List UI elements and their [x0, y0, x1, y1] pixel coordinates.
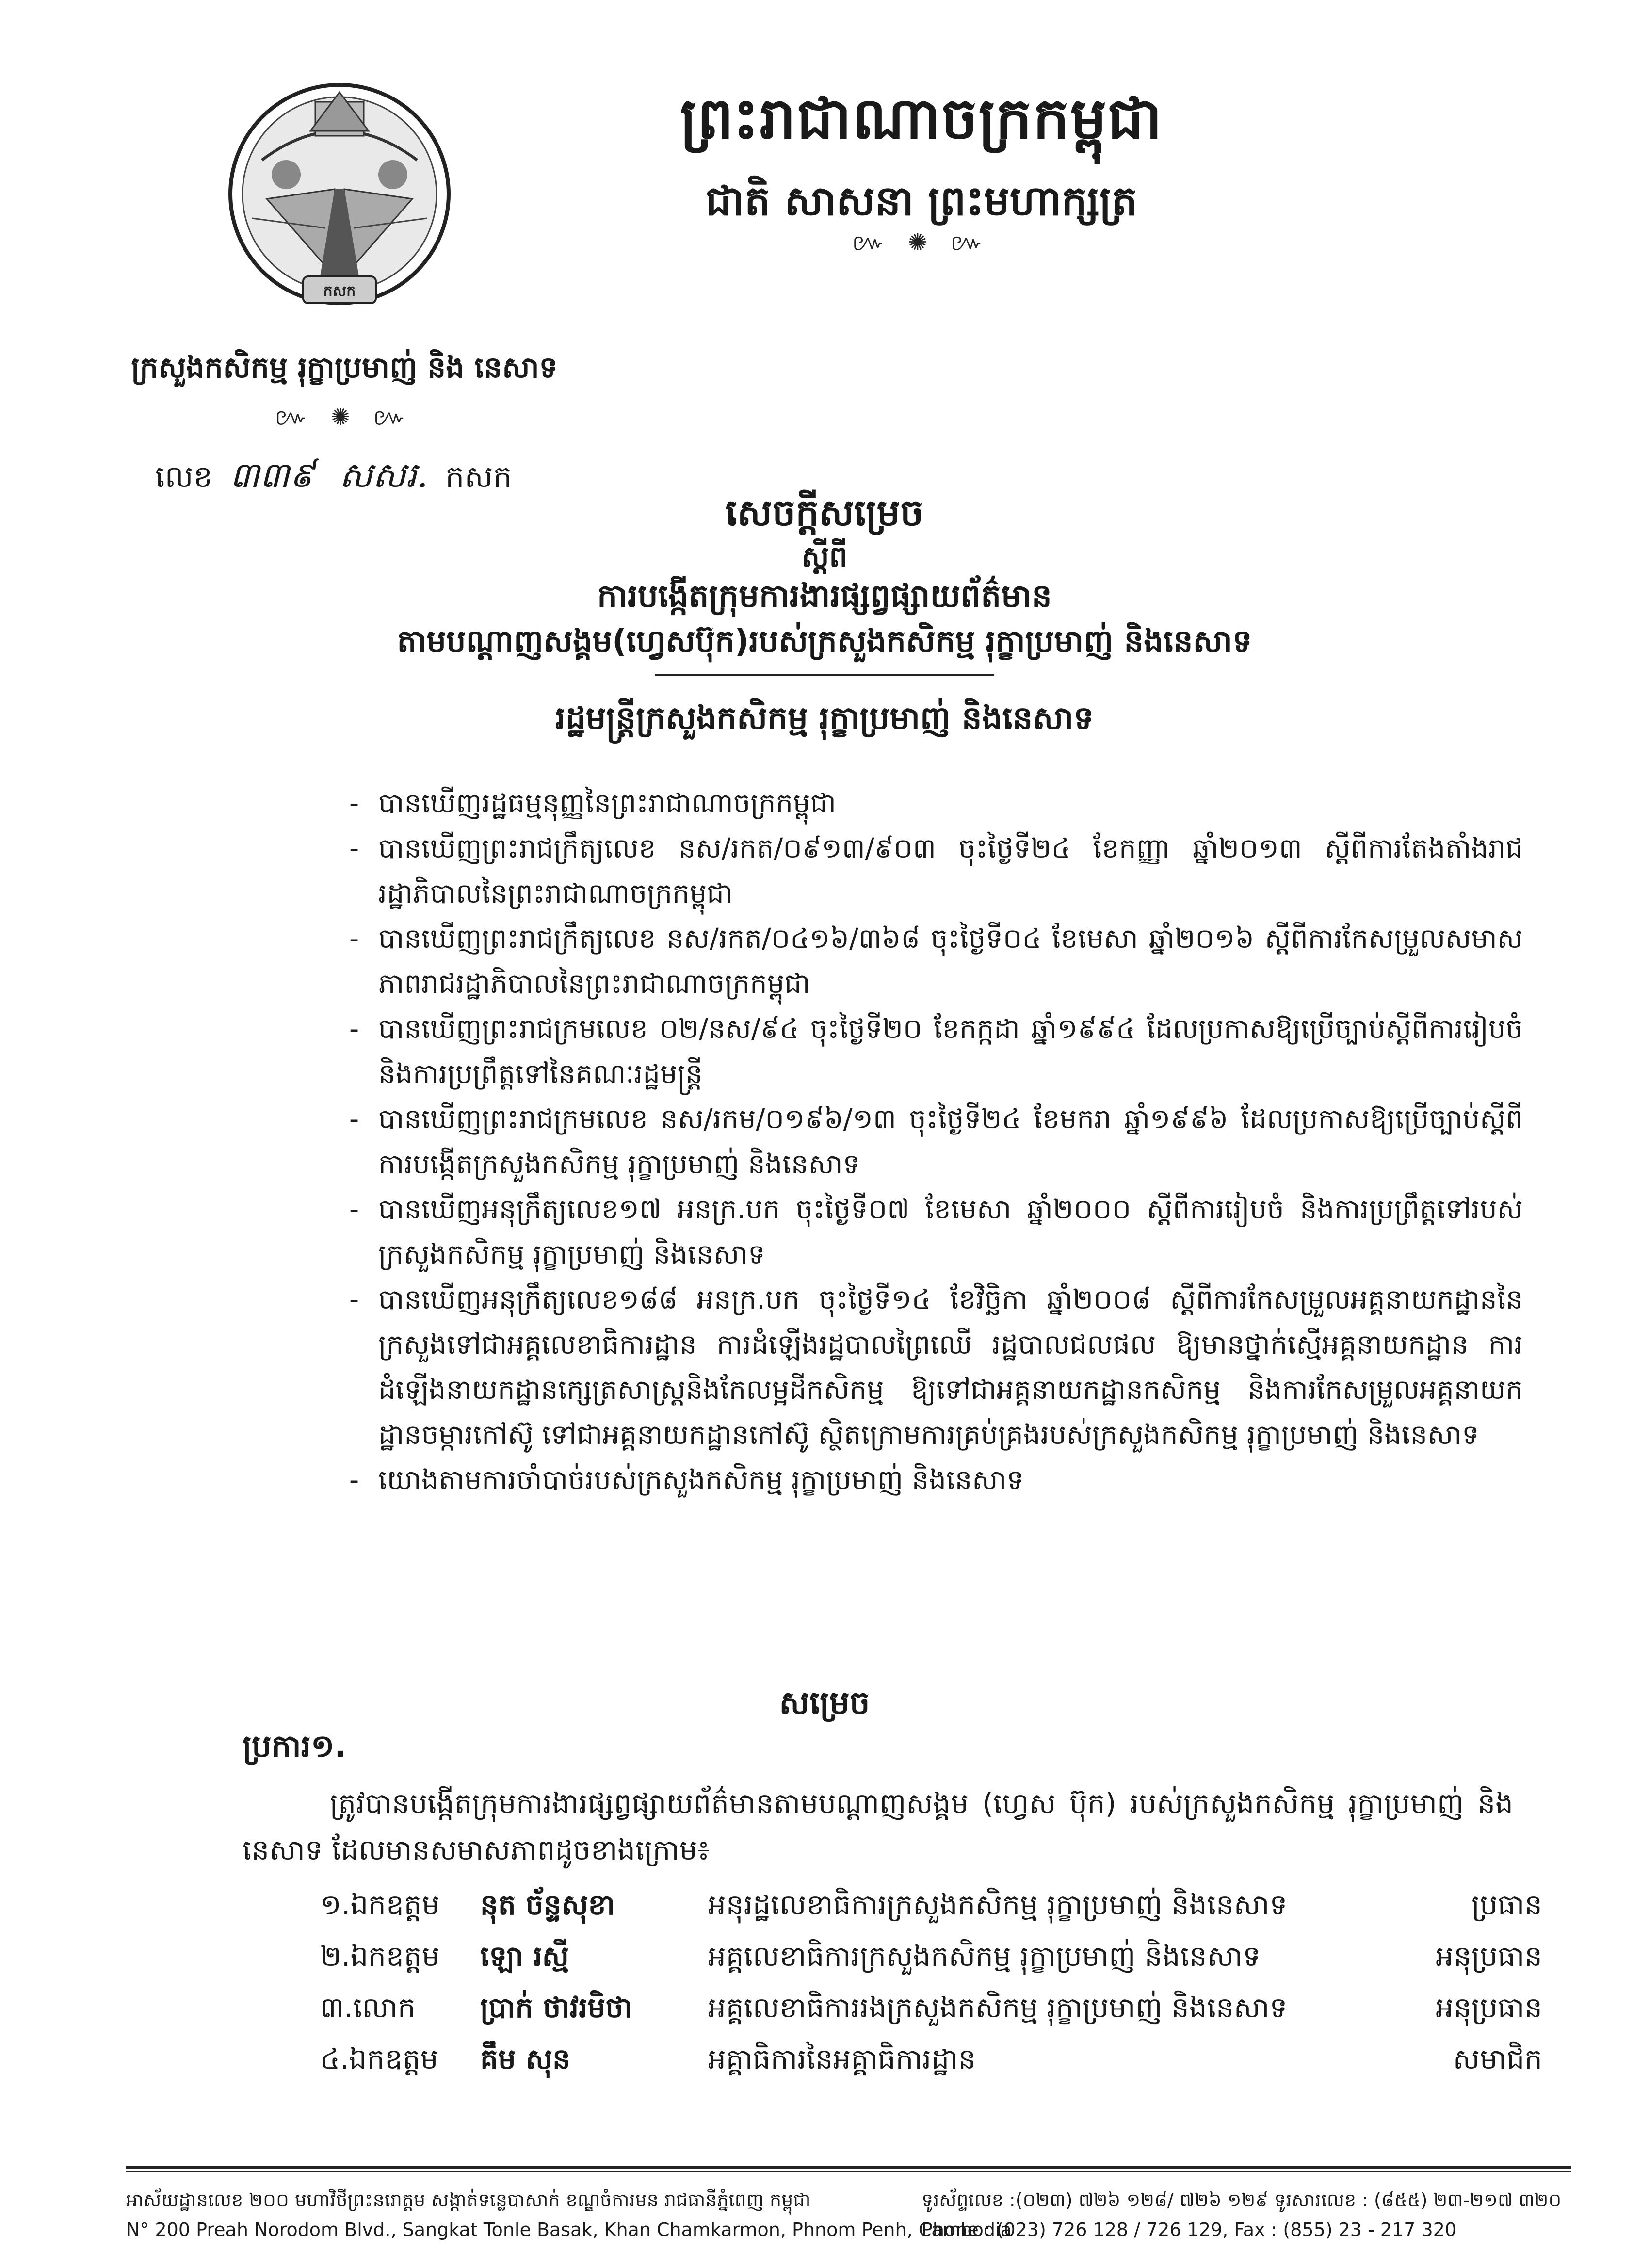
consideration-item: - បានឃើញអនុក្រឹត្យលេខ១៨៨ អនក្រ.បក ចុះថ្ងៃទី១៤ ខែវិច្ឆិកា ឆ្នាំ២០០៨ ស្តីពីការកែសម្រួលអគ្គនាយកដ្ឋាននៃក្រសួងទៅជាអគ្គលេខាធិការដ្ឋាន ការដំឡើងរដ្ឋបាលព្រៃឈើ រដ្ឋបាលជលផល ឱ្យមានថ្នាក់ស្មើអគ្គនាយកដ្ឋាន ការដំឡើងនាយកដ្ឋានក្សេត្រសាស្ត្រនិងកែលម្អដីកសិកម្ម ឱ្យទៅជាអគ្គនាយកដ្ឋានកសិកម្ម និងការកែសម្រួលអគ្គនាយកដ្ឋានចម្ការកៅស៊ូ ទៅជាអគ្គនាយកដ្ឋានកៅស៊ូ ស្ថិតក្រោមការគ្រប់គ្រងរបស់ក្រសួងកសិកម្ម រុក្ខាប្រមាញ់ និងនេសាទ	[349, 1284, 1523, 1451]
emblem-text: កសក	[323, 283, 356, 300]
footer-phone-en: Phone : (023) 726 128 / 726 129, Fax : (855) 23 - 217 320	[922, 2219, 1457, 2240]
decision-authority: រដ្ឋមន្ត្រីក្រសួងកសិកម្ម រុក្ខាប្រមាញ់ និងនេសាទ	[555, 699, 1094, 737]
member-role: សមាជិក	[1453, 2042, 1542, 2075]
article-1-body: ត្រូវបានបង្កើតក្រុមការងារផ្សព្វផ្សាយព័ត៌មានតាមបណ្តាញសង្គម (ហ្វេស ប៊ុក) របស់ក្រសួងកសិកម្ម រុក្ខាប្រមាញ់ និងនេសាទ ដែលមានសមាសភាពដូចខាងក្រោម៖	[242, 1787, 1513, 1866]
decision-about: ស្តីពី	[801, 540, 848, 574]
member-number: ៤.ឯកឧត្តម	[320, 2042, 438, 2075]
member-name: គឹម សុន	[480, 2042, 570, 2075]
national-motto: ជាតិ សាសនា ព្រះមហាក្សត្រ	[705, 177, 1138, 225]
member-name: នុត ច័ន្ទសុខា	[480, 1888, 615, 1921]
consideration-item: - បានឃើញព្រះរាជក្រឹត្យលេខ នស/រកត/០៤១៦/៣៦៨ ចុះថ្ងៃទី០៤ ខែមេសា ឆ្នាំ២០១៦ ស្តីពីការកែសម្រួលសមាសភាពរាជរដ្ឋាភិបាលនៃព្រះរាជាណាចក្រកម្ពុជា	[349, 923, 1523, 1000]
member-row	[320, 1985, 1542, 2036]
member-title: អគ្គលេខាធិការក្រសួងកសិកម្ម រុក្ខាប្រមាញ់ និងនេសាទ	[708, 1939, 1261, 1973]
reference-label: លេខ	[155, 459, 213, 494]
member-row	[320, 2036, 1542, 2088]
decides-heading: សម្រេច	[779, 1684, 870, 1721]
member-title: អគ្គាធិការនៃអគ្គាធិការដ្ឋាន	[708, 2042, 976, 2075]
reference-handwritten-suffix: សសរ.	[339, 454, 428, 495]
footer-phone-km: ទូរស័ព្ទលេខ :(០២៣) ៧២៦ ១២៨/ ៧២៦ ១២៩ ទូរសារលេខ : (៨៥៥) ២៣-២១៧ ៣២០	[922, 2189, 1562, 2211]
consideration-item: - បានឃើញព្រះរាជក្រមលេខ នស/រកម/០១៩៦/១៣ ចុះថ្ងៃទី២៤ ខែមករា ឆ្នាំ១៩៩៦ ដែលប្រកាសឱ្យប្រើច្បាប់ស្តីពីការបង្កើតក្រសួងកសិកម្ម រុក្ខាប្រមាញ់ និងនេសាទ	[349, 1103, 1523, 1180]
reference-handwritten-number: ៣៣៩	[229, 454, 314, 495]
article-1-heading: ប្រការ១.	[242, 1729, 346, 1765]
decision-subject-line2: តាមបណ្តាញសង្គម(ហ្វេសប៊ុក)របស់ក្រសួងកសិកម្ម រុក្ខាប្រមាញ់ និងនេសាទ	[397, 624, 1252, 660]
footer-rule	[126, 2166, 1571, 2169]
member-number: ១.ឯកឧត្តម	[320, 1888, 440, 1921]
member-title: អនុរដ្ឋលេខាធិការក្រសួងកសិកម្ម រុក្ខាប្រមាញ់ និងនេសាទ	[708, 1888, 1288, 1921]
member-row	[320, 1882, 1542, 1933]
consideration-item: - យោងតាមការចាំបាច់របស់ក្រសួងកសិកម្ម រុក្ខាប្រមាញ់ និងនេសាទ	[349, 1464, 1024, 1496]
member-role: អនុប្រធាន	[1436, 1939, 1542, 1973]
member-name: ប្រាក់ ថាវរមិថា	[480, 1991, 632, 2024]
consideration-item: - បានឃើញព្រះរាជក្រឹត្យលេខ នស/រកត/០៩១៣/៩០៣ ចុះថ្ងៃទី២៤ ខែកញ្ញា ឆ្នាំ២០១៣ ស្តីពីការតែងតាំងរាជរដ្ឋាភិបាលនៃព្រះរាជាណាចក្រកម្ពុជា	[349, 833, 1523, 909]
member-title: អគ្គលេខាធិការរងក្រសួងកសិកម្ម រុក្ខាប្រមាញ់ និងនេសាទ	[708, 1991, 1288, 2024]
member-row	[320, 1933, 1542, 1985]
decision-subject-line1: ការបង្កើតក្រុមការងារផ្សព្វផ្សាយព័ត៌មាន	[597, 577, 1052, 615]
kingdom-title: ព្រះរាជាណាចក្រកម្ពុជា	[680, 85, 1163, 152]
ministry-name: ក្រសួងកសិកម្ម រុក្ខាប្រមាញ់ និង នេសាទ	[131, 351, 558, 385]
consideration-item: - បានឃើញព្រះរាជក្រមលេខ ០២/នស/៩៤ ចុះថ្ងៃទី២០ ខែកក្កដា ឆ្នាំ១៩៩៤ ដែលប្រកាសឱ្យប្រើច្បាប់ស្តីពីការរៀបចំ និងការប្រព្រឹត្តទៅនៃគណៈរដ្ឋមន្ត្រី	[349, 1013, 1523, 1090]
footer-rule-thin	[126, 2171, 1571, 2172]
footer-address-km: អាស័យដ្ឋានលេខ ២០០ មហាវិថីព្រះនរោត្តម សង្កាត់ទន្លេបាសាក់ ខណ្ឌចំការមន រាជធានីភ្នំពេញ កម្ពុជា	[126, 2189, 811, 2211]
decision-title: សេចក្តីសម្រេច	[725, 491, 924, 534]
title-divider	[655, 674, 994, 676]
consideration-item: - បានឃើញរដ្ឋធម្មនុញ្ញនៃព្រះរាជាណាចក្រកម្ពុជា	[349, 788, 836, 819]
member-role: អនុប្រធាន	[1436, 1991, 1542, 2024]
members-list	[320, 1882, 1542, 2088]
consideration-item: - បានឃើញអនុក្រឹត្យលេខ១៧ អនក្រ.បក ចុះថ្ងៃទី០៧ ខែមេសា ឆ្នាំ២០០០ ស្តីពីការរៀបចំ និងការប្រព្រឹត្តទៅរបស់ក្រសួងកសិកម្ម រុក្ខាប្រមាញ់ និងនេសាទ	[349, 1194, 1523, 1270]
member-number: ៣.លោក	[320, 1991, 416, 2024]
ministry-ornament: ៚ ✺ ៚	[275, 404, 414, 431]
considerations-list	[349, 781, 1523, 1503]
member-role: ប្រធាន	[1471, 1888, 1542, 1921]
header-ornament: ៚ ✺ ៚	[852, 229, 991, 256]
reference-org: កសក	[445, 459, 512, 494]
member-name: ឡោ រស្មី	[480, 1939, 569, 1973]
footer-address-en: N° 200 Preah Norodom Blvd., Sangkat Tonle Basak, Khan Chamkarmon, Phnom Penh, Cambodia	[126, 2219, 1012, 2240]
national-emblem	[213, 73, 466, 325]
member-number: ២.ឯកឧត្តម	[320, 1939, 440, 1973]
